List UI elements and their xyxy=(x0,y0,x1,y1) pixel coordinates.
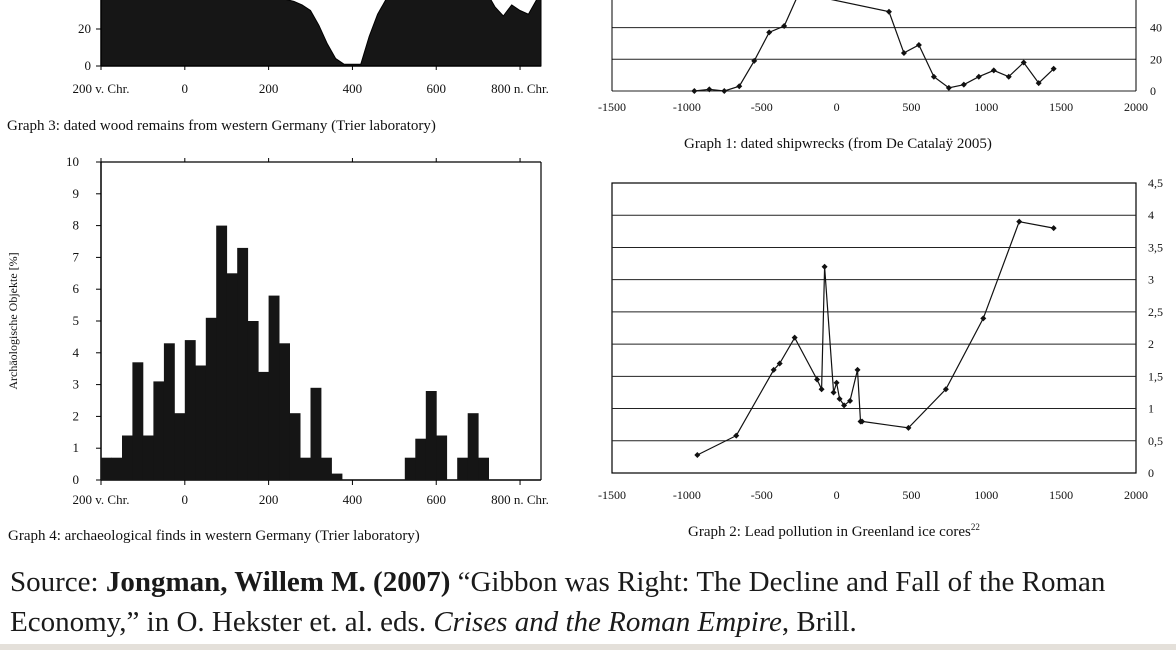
source-in: in O. Hekster et. al. eds. xyxy=(139,606,434,638)
graph4-y-tick-label: 4 xyxy=(72,344,79,360)
graph4-bar xyxy=(122,436,133,481)
graph2-point xyxy=(694,452,700,458)
graph2-point xyxy=(1051,225,1057,231)
graph1-point xyxy=(781,23,787,29)
graph3-area xyxy=(101,0,541,66)
graph2-x-tick-label: 2000 xyxy=(1124,488,1148,502)
graph2-point xyxy=(819,386,825,392)
graph4-bar xyxy=(143,436,154,481)
graph2-point xyxy=(733,433,739,439)
graph3-y-tick-label: 20 xyxy=(78,21,91,36)
graph2-y-tick-label: 2 xyxy=(1148,337,1154,352)
graph2-point xyxy=(822,264,828,270)
graph4-bar xyxy=(321,458,332,480)
graph1-y-tick-label: 0 xyxy=(1150,84,1156,98)
graph3-caption: Graph 3: dated wood remains from western Germany (Trier laboratory) xyxy=(7,118,436,134)
graph1-point xyxy=(991,67,997,73)
graph1-point xyxy=(886,9,892,15)
graph4-bar xyxy=(405,458,416,480)
source-prefix: Source: xyxy=(10,566,106,598)
graph3-x-tick-label: 600 xyxy=(426,81,446,96)
graph4-bar xyxy=(227,273,238,480)
graph4-y-tick-label: 10 xyxy=(66,154,79,169)
graph3-x-tick-label: 200 v. Chr. xyxy=(72,81,130,96)
graph4-bar xyxy=(290,413,301,480)
graph4-bar xyxy=(269,296,280,480)
graph1-point xyxy=(901,50,907,56)
graph1-x-tick-label: 0 xyxy=(833,100,840,114)
graph1-y-tick-label: 20 xyxy=(1150,52,1162,67)
graph2-caption xyxy=(688,522,980,541)
graph4-bar xyxy=(332,474,343,480)
graph1-x-tick-label: 1500 xyxy=(1049,100,1074,114)
graph1-caption: Graph 1: dated shipwrecks (from De Catalaÿ 2005) xyxy=(684,136,992,152)
graph1-point xyxy=(706,86,712,92)
graph4-bar xyxy=(468,413,479,480)
graph4-bar xyxy=(112,458,123,480)
graph2-point xyxy=(792,335,798,341)
graph2-y-tick-label: 2,5 xyxy=(1148,304,1163,319)
graph4-bar xyxy=(436,436,447,481)
graph3-x-tick-label: 200 xyxy=(258,81,279,96)
graph4-y-tick-label: 5 xyxy=(72,313,79,328)
graph3-x-tick-label: 0 xyxy=(181,81,189,96)
graph2-caption-footnote: 22 xyxy=(970,522,980,532)
graph1-x-tick-label: -500 xyxy=(750,100,773,114)
graph3-y-tick-label: 0 xyxy=(84,58,91,73)
graph4-bar xyxy=(478,458,489,480)
graph2-point xyxy=(980,315,986,321)
graph4-x-tick-label: 800 n. Chr. xyxy=(491,492,549,507)
graph4-bar xyxy=(311,388,322,480)
graph2-point xyxy=(814,377,820,383)
graph1-point xyxy=(961,82,967,88)
graph1-x-tick-label: -1000 xyxy=(672,100,701,114)
graph2-point xyxy=(831,389,837,395)
graph3-x-tick-label: 400 xyxy=(342,81,363,96)
graph1-point xyxy=(736,83,742,89)
graph1-y-tick-label: 40 xyxy=(1150,20,1162,35)
graph1-x-tick-label: -1500 xyxy=(598,100,626,114)
source-publisher: , Brill. xyxy=(781,606,857,638)
graph4-bar xyxy=(300,458,311,480)
graph1-series-line xyxy=(694,0,1053,91)
graph4-bar xyxy=(426,391,437,480)
graph4-y-tick-label: 8 xyxy=(72,217,79,233)
graph4-bar xyxy=(216,226,227,480)
graph2-series-line xyxy=(697,222,1053,455)
graph2-x-tick-label: -500 xyxy=(750,488,773,502)
graph1-point xyxy=(976,74,982,80)
graph2-x-tick-label: -1500 xyxy=(598,488,626,502)
graph2-y-tick-label: 1,5 xyxy=(1148,369,1163,384)
graph4-bar xyxy=(164,343,175,480)
source-book: Crises and the Roman Empire xyxy=(433,606,782,638)
graph4-bar xyxy=(101,458,112,480)
graph2-point xyxy=(834,380,840,386)
graph3-x-tick-label: 800 n. Chr. xyxy=(491,81,549,96)
graph2-y-tick-label: 1 xyxy=(1148,401,1154,416)
graph1-x-tick-label: 1000 xyxy=(974,100,999,114)
source-author: Jongman, Willem M. (2007) xyxy=(105,566,451,598)
graph4-bar xyxy=(153,381,164,480)
graph4-y-axis-label: Archäologische Objekte [%] xyxy=(6,252,20,390)
graph4-bar xyxy=(185,340,196,480)
graph4-y-tick-label: 7 xyxy=(72,249,79,265)
graph4-bar xyxy=(457,458,468,480)
graph4-bar xyxy=(132,362,143,480)
graph2-y-tick-label: 0 xyxy=(1148,466,1154,480)
graph1-point xyxy=(751,58,757,64)
source-citation xyxy=(10,562,1170,642)
graph4-x-tick-label: 600 xyxy=(426,492,446,507)
source-title: “Gibbon was Right: The Decline and Fall of the Roman Economy,” xyxy=(10,566,1106,638)
graph2-x-tick-label: 0 xyxy=(833,488,840,502)
graph2-caption-text: Graph 2: Lead pollution in Greenland ice cores xyxy=(688,524,971,540)
graph2-x-tick-label: 1000 xyxy=(974,488,999,502)
graph4-bar xyxy=(415,439,426,480)
graph4-bar xyxy=(258,372,269,480)
bottom-divider xyxy=(0,644,1176,650)
graph2-y-tick-label: 3 xyxy=(1148,272,1154,287)
graph4-bar xyxy=(195,366,206,481)
graph4-x-tick-label: 0 xyxy=(181,492,189,507)
graph4-bar xyxy=(279,343,290,480)
graph2-y-tick-label: 3,5 xyxy=(1148,240,1163,255)
graph2-frame xyxy=(612,183,1136,473)
graph4-y-tick-label: 0 xyxy=(72,472,79,487)
graph2-x-tick-label: -1000 xyxy=(672,488,701,502)
graph4-x-tick-label: 200 xyxy=(258,492,279,507)
graph2-y-tick-label: 0,5 xyxy=(1148,433,1163,448)
graph2-x-tick-label: 1500 xyxy=(1049,488,1074,502)
graph1-point xyxy=(721,88,727,94)
graph1-point xyxy=(766,29,772,35)
graph2-point xyxy=(1016,219,1022,225)
graph1-x-tick-label: 2000 xyxy=(1124,100,1148,114)
graph4-x-tick-label: 400 xyxy=(342,492,363,507)
graph1-x-tick-label: 500 xyxy=(902,100,921,114)
graph4-x-tick-label: 200 v. Chr. xyxy=(72,492,130,507)
graph4-y-tick-label: 2 xyxy=(72,408,79,424)
graph4-bar xyxy=(206,318,217,480)
graph4-caption: Graph 4: archaeological finds in western Germany (Trier laboratory) xyxy=(8,528,420,544)
graph2-y-tick-label: 4,5 xyxy=(1148,176,1163,190)
graph2-point xyxy=(855,367,861,373)
graph2-y-tick-label: 4 xyxy=(1148,208,1154,223)
graph4-y-tick-label: 9 xyxy=(72,185,79,201)
graph4-bar xyxy=(248,321,259,480)
graph4-bar xyxy=(237,248,248,480)
graph4-y-tick-label: 1 xyxy=(72,440,79,456)
graph4-y-tick-label: 6 xyxy=(72,281,79,297)
graph1-point xyxy=(916,42,922,48)
graph1-point xyxy=(691,88,697,94)
graph2-x-tick-label: 500 xyxy=(902,488,921,502)
graph4-y-tick-label: 3 xyxy=(72,376,79,392)
graph4-bar xyxy=(174,413,185,480)
